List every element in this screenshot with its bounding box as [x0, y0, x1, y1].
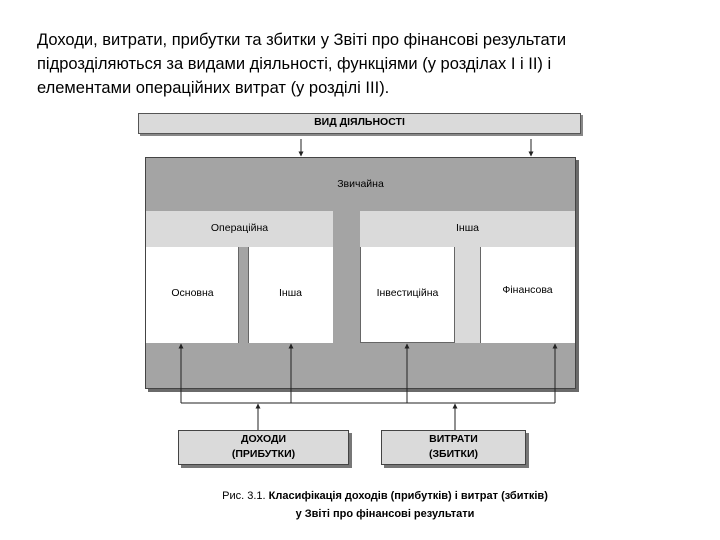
ordinary-activity-label: Звичайна: [337, 178, 384, 190]
operating-activity-label: Операційна: [210, 222, 269, 234]
other-operating-label: Інша: [279, 287, 302, 299]
caption-title-line1: Класифікація доходів (прибутків) і витрат (збитків): [268, 490, 548, 502]
caption-title-line2: у Звіті про фінансові результати: [295, 508, 475, 520]
financial-activity-label: Фінансова: [502, 284, 553, 296]
expenses-label-line2: (ЗБИТКИ): [428, 448, 479, 460]
income-label-line2: (ПРИБУТКИ): [231, 448, 296, 460]
other-activity-label: Інша: [456, 222, 479, 234]
main-activity-label: Основна: [171, 287, 214, 299]
expenses-label-line1: ВИТРАТИ: [429, 433, 478, 445]
income-label-line1: ДОХОДИ: [240, 433, 287, 445]
figure-caption: [150, 487, 620, 523]
caption-prefix: Рис. 3.1.: [222, 490, 269, 502]
intro-line-3: елементами операційних витрат (у розділі ІІІ).: [37, 79, 390, 97]
intro-line-2: підрозділяються за видами діяльності, функціями (у розділах І і ІІ) і: [37, 55, 552, 73]
intro-line-1: Доходи, витрати, прибутки та збитки у Звіті про фінансові результати: [37, 31, 567, 49]
investment-activity-label: Інвестиційна: [376, 287, 439, 299]
activity-type-label: ВИД ДІЯЛЬНОСТІ: [314, 116, 405, 128]
